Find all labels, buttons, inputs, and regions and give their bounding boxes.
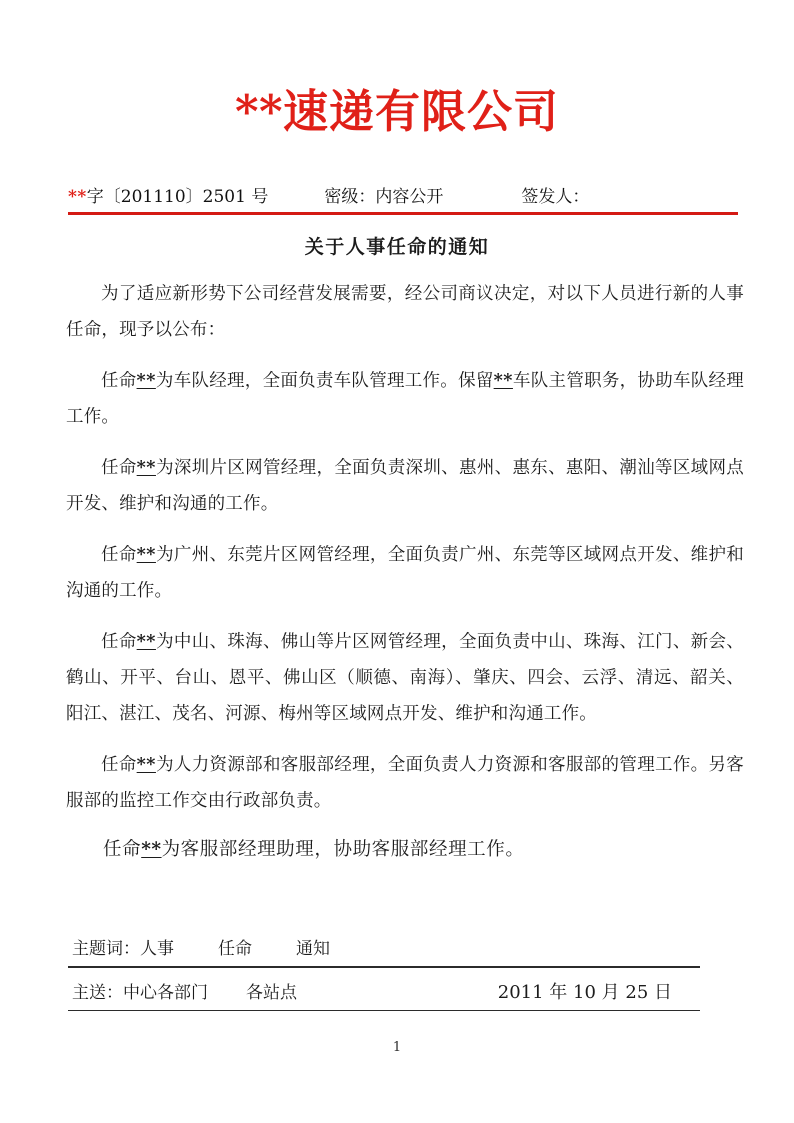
document-body [66, 276, 744, 883]
footer-rule-bottom [68, 1010, 700, 1012]
keyword-notice: 通知 [296, 939, 330, 959]
keyword-appointment: 任命 [218, 939, 252, 959]
keywords-label: 主题词： [72, 939, 140, 959]
redacted-name: ** [141, 839, 162, 860]
issuer-label: 签发人： [521, 187, 590, 207]
keywords-row [68, 932, 700, 966]
redacted-prefix: ** [68, 187, 87, 207]
redacted-name: ** [136, 458, 156, 478]
body-paragraph-7: 任命**为客服部经理助理，协助客服部经理工作。 [103, 839, 525, 860]
body-paragraph-3: 任命**为深圳片区网管经理，全面负责深圳、惠州、惠东、惠阳、潮汕等区域网点开发、维护和沟通的工作。 [66, 458, 744, 514]
keyword-personnel: 人事 [140, 939, 174, 959]
footer-spacer [68, 968, 700, 976]
subject-heading: 关于人事任命的通知 [304, 236, 490, 258]
redacted-name: ** [136, 632, 156, 652]
redacted-name: ** [136, 545, 156, 565]
document-header-line [68, 186, 738, 208]
footer-block [68, 932, 700, 1011]
recipient-departments: 中心各部门 [123, 982, 208, 1003]
redacted-name: ** [234, 85, 284, 138]
masthead [0, 86, 794, 138]
issue-date: 2011 年 10 月 25 日 [497, 981, 672, 1003]
recipient-stations: 各站点 [246, 982, 297, 1003]
company-title: **速递有限公司 [234, 85, 560, 138]
secrecy-level: 密级：内容公开 [324, 187, 444, 207]
redacted-name: ** [493, 371, 513, 391]
redacted-name: ** [136, 371, 156, 391]
body-paragraph-6: 任命**为人力资源部和客服部经理，全面负责人力资源和客服部的管理工作。另客服部的监控工作交由行政部负责。 [66, 755, 744, 811]
red-separator-rule [68, 212, 738, 215]
redacted-name: ** [136, 755, 156, 775]
body-paragraph-1: 为了适应新形势下公司经营发展需要，经公司商议决定，对以下人员进行新的人事任命，现予以公布： [66, 284, 744, 340]
document-number: **字〔201110〕2501 号 [68, 187, 269, 207]
page-number: 1 [392, 1040, 402, 1055]
recipients-row [68, 976, 700, 1010]
body-paragraph-2: 任命**为车队经理，全面负责车队管理工作。保留**车队主管职务，协助车队经理工作。 [66, 371, 744, 427]
body-paragraph-5: 任命**为中山、珠海、佛山等片区网管经理，全面负责中山、珠海、江门、新会、鹤山、开平、台山、恩平、佛山区（顺德、南海）、肇庆、四会、云浮、清远、韶关、阳江、湛江、茂名、河源、梅州等区域网点开发、维护和沟通工作。 [66, 632, 744, 724]
body-paragraph-4: 任命**为广州、东莞片区网管经理，全面负责广州、东莞等区域网点开发、维护和沟通的工作。 [66, 545, 744, 601]
recipients-label: 主送： [72, 982, 123, 1003]
